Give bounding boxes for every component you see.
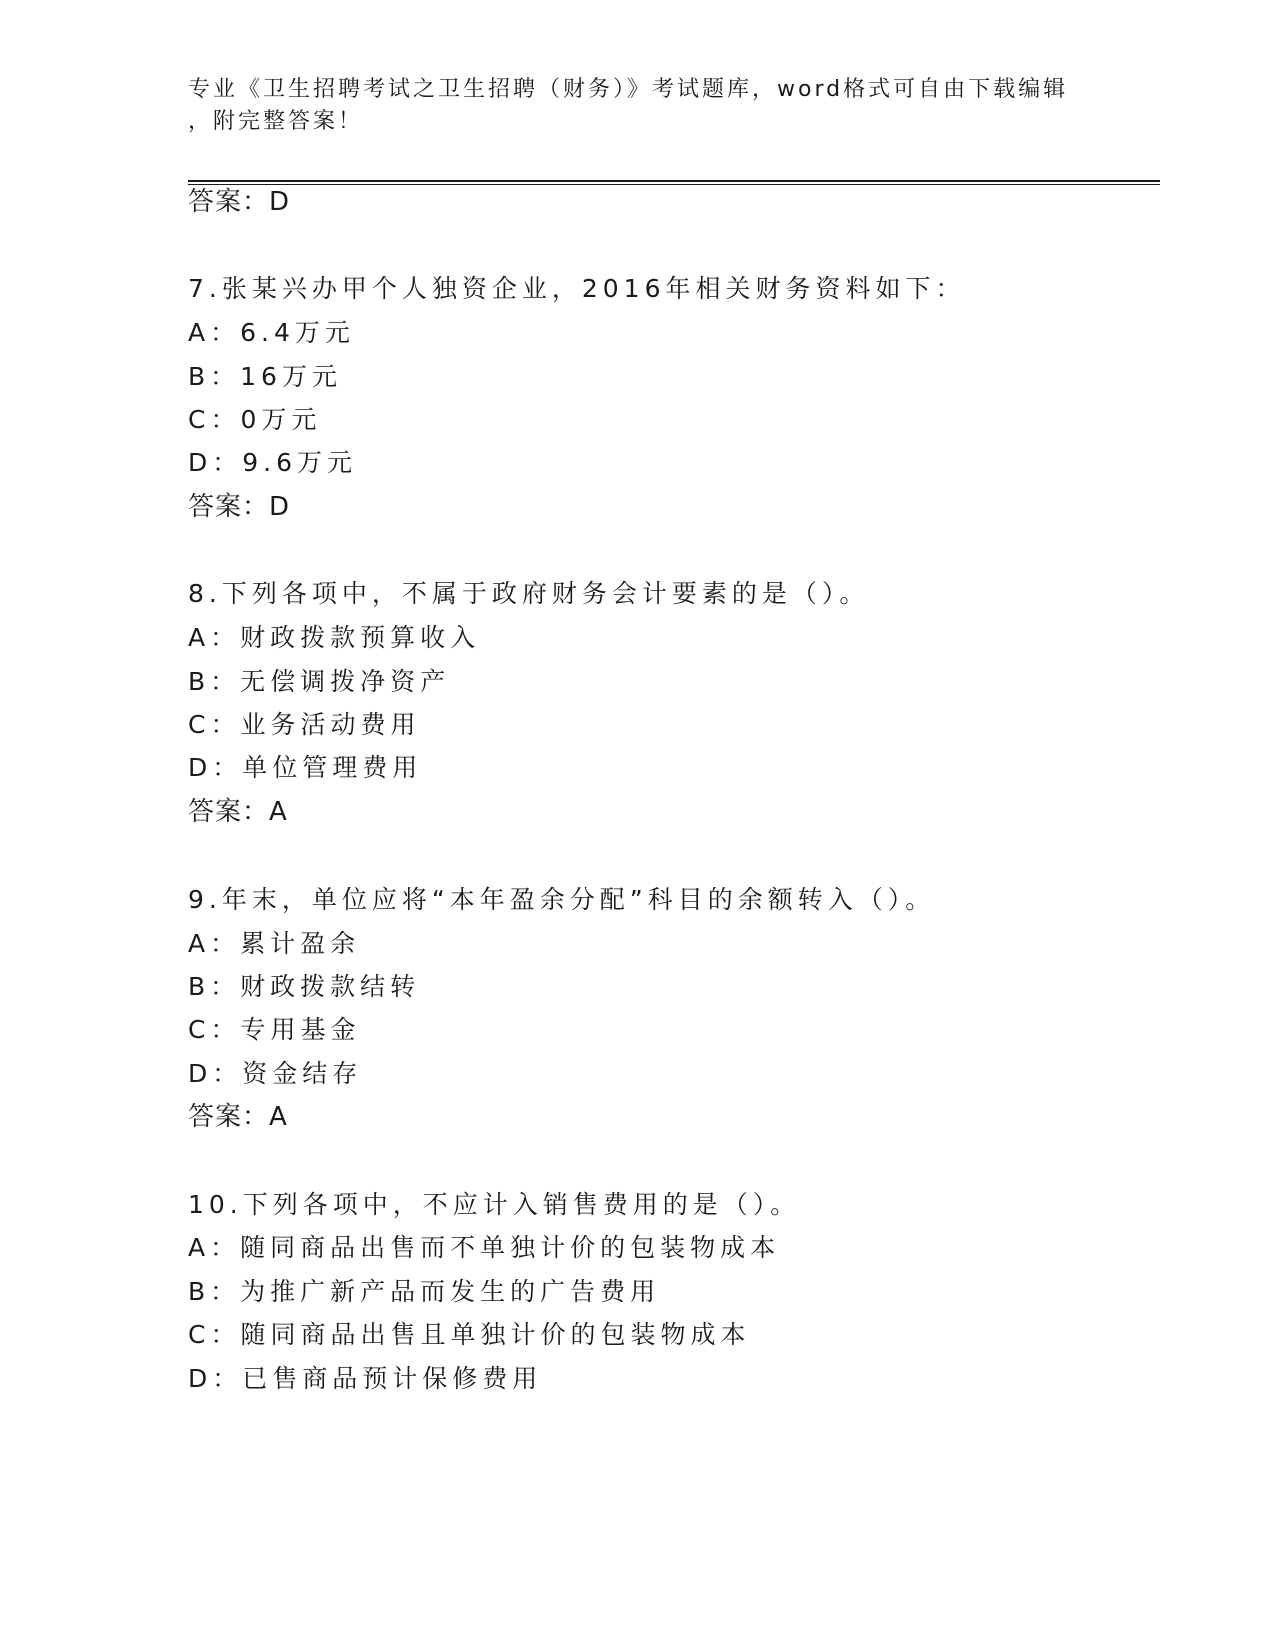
question-7-option-b: B：16万元 (188, 362, 342, 391)
document-header (188, 74, 1068, 138)
question-7-answer: 答案：D (188, 492, 291, 522)
question-7-stem: 7.张某兴办甲个人独资企业，2016年相关财务资料如下： (188, 274, 966, 303)
question-9-option-c: C：专用基金 (188, 1015, 361, 1044)
question-7-option-a: A：6.4万元 (188, 318, 355, 347)
question-9-option-b: B：财政拨款结转 (188, 972, 421, 1001)
question-8-option-b: B：无偿调拨净资产 (188, 667, 451, 696)
question-9-option-a: A：累计盈余 (188, 929, 361, 958)
question-8-option-d: D：单位管理费用 (188, 753, 423, 782)
previous-answer: 答案：D (188, 187, 291, 217)
question-7-option-c: C：0万元 (188, 405, 322, 434)
header-line-2: ，附完整答案！ (188, 109, 364, 134)
question-9-option-d: D：资金结存 (188, 1059, 363, 1088)
question-8-option-c: C：业务活动费用 (188, 710, 421, 739)
question-7-option-d: D：9.6万元 (188, 448, 358, 477)
question-10-option-b: B：为推广新产品而发生的广告费用 (188, 1277, 661, 1306)
question-9-answer: 答案：A (188, 1102, 288, 1132)
question-8-option-a: A：财政拨款预算收入 (188, 623, 481, 652)
header-divider-thick (188, 180, 1160, 182)
header-line-1: 专业《卫生招聘考试之卫生招聘（财务）》考试题库，word格式可自由下载编辑 (188, 77, 1069, 102)
question-9-stem: 9.年末，单位应将“本年盈余分配”科目的余额转入（）。 (188, 885, 936, 914)
question-10-option-d: D：已售商品预计保修费用 (188, 1364, 543, 1393)
header-divider-thin (188, 184, 1160, 185)
question-10-option-a: A：随同商品出售而不单独计价的包装物成本 (188, 1233, 781, 1262)
question-10-option-c: C：随同商品出售且单独计价的包装物成本 (188, 1320, 751, 1349)
question-8-answer: 答案：A (188, 797, 288, 827)
question-8-stem: 8.下列各项中，不属于政府财务会计要素的是（）。 (188, 579, 870, 608)
question-10-stem: 10.下列各项中，不应计入销售费用的是（）。 (188, 1190, 801, 1219)
